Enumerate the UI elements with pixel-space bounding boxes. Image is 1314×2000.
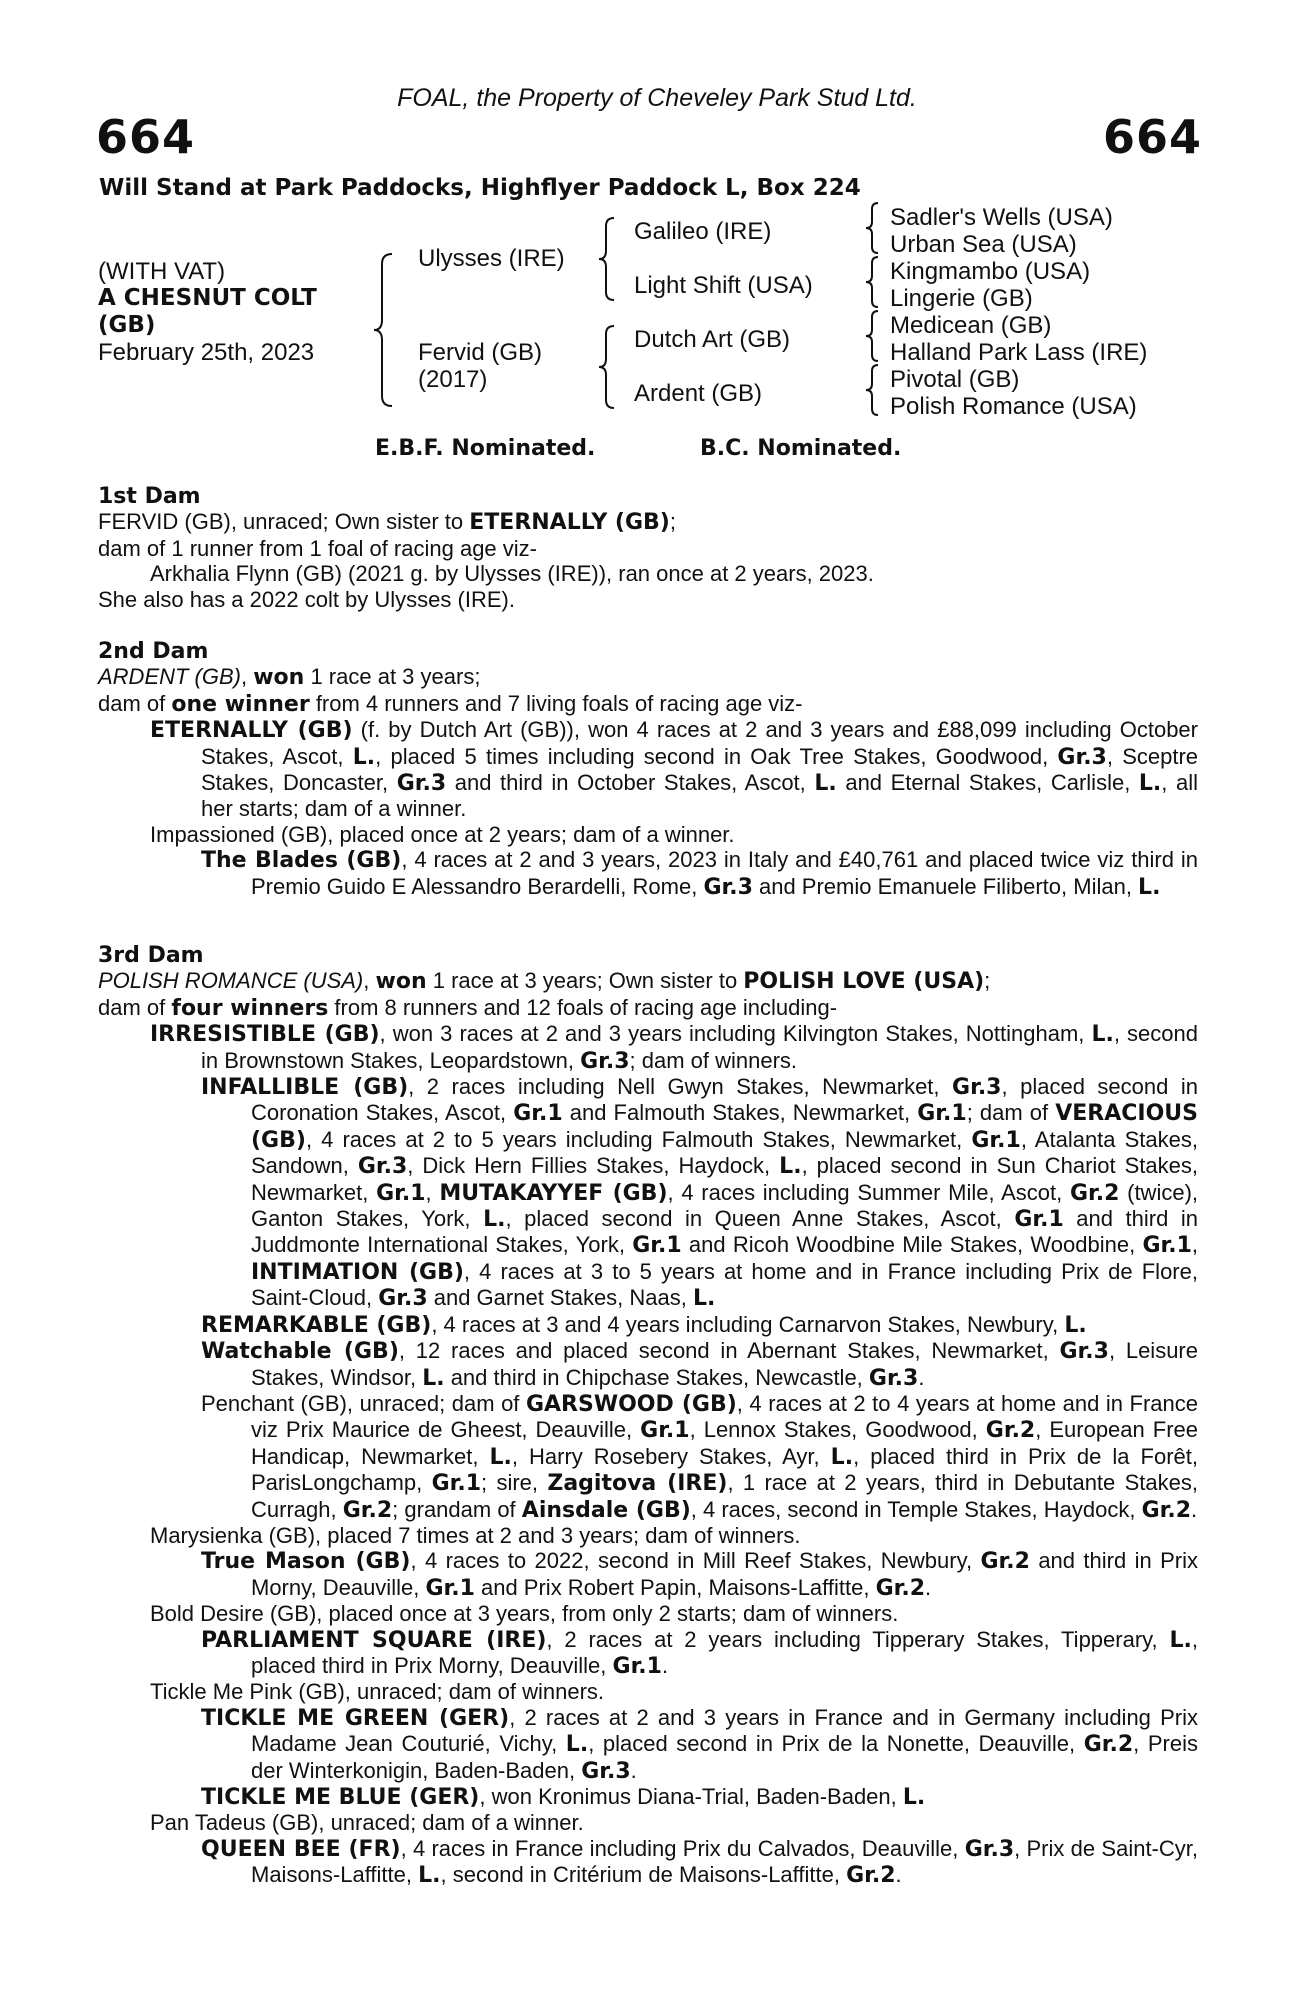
pedigree-ddd: Polish Romance (USA) (890, 393, 1137, 420)
pedigree-brace-dd (862, 362, 884, 418)
produce-irresistible: IRRESISTIBLE (GB), won 3 races at 2 and 3 years including Kilvington Stakes, Nottingham, L., second in Brownstown Stakes, Leopardstown, Gr.3; dam of winners. (150, 1021, 1198, 1074)
pedigree-sdd: Lingerie (GB) (890, 285, 1033, 312)
pedigree-dam-dam: Ardent (GB) (634, 380, 763, 407)
first-dam-section (98, 484, 1198, 612)
horse-name: A CHESNUT COLT (98, 285, 317, 311)
produce-pan-tadeus: Pan Tadeus (GB), unraced; dam of a winner. (150, 1810, 584, 1836)
third-dam-line1: POLISH ROMANCE (USA), won 1 race at 3 years; Own sister to POLISH LOVE (USA); (98, 968, 991, 995)
produce-queen-bee: QUEEN BEE (FR), 4 races in France including Prix du Calvados, Deauville, Gr.3, Prix de Saint-Cyr, Maisons-Laffitte, L., second in Critérium de Maisons-Laffitte, Gr.2. (201, 1835, 1198, 1889)
first-dam-produce: Arkhalia Flynn (GB) (2021 g. by Ulysses (IRE)), ran once at 2 years, 2023. (150, 561, 874, 587)
pedigree-sds: Kingmambo (USA) (890, 258, 1091, 285)
pedigree-brace-ds (862, 308, 884, 364)
produce-tickle-me-blue: TICKLE ME BLUE (GER), won Kronimus Diana-Trial, Baden-Baden, L. (201, 1784, 926, 1810)
pedigree-brace-sire (596, 214, 620, 304)
produce-remarkable: REMARKABLE (GB), 4 races at 3 and 4 years including Carnarvon Stakes, Newbury, L. (201, 1311, 1087, 1338)
produce-eternally: ETERNALLY (GB) (f. by Dutch Art (GB)), won 4 races at 2 and 3 years and £88,099 including October Stakes, Ascot, L., placed 5 times including second in Oak Tree Stakes, Goodwood, Gr.3, Sceptre Stakes, Doncaster, Gr.3 and third in October Stakes, Ascot, L. and Eternal Stakes, Carlisle, L., all her starts; dam of a winner. (150, 717, 1199, 822)
produce-parliament-square: PARLIAMENT SQUARE (IRE), 2 races at 2 years including Tipperary Stakes, Tipperary, L., placed third in Prix Morny, Deauville, Gr.1. (201, 1626, 1199, 1679)
pedigree-sire-dam: Light Shift (USA) (634, 272, 813, 299)
pedigree-brace-ss (862, 200, 884, 256)
produce-the-blades: The Blades (GB), 4 races at 2 and 3 years, 2023 in Italy and £40,761 and placed twice viz third in Premio Guido E Alessandro Berardelli, Rome, Gr.3 and Premio Emanuele Filiberto, Milan, L. (201, 847, 1199, 900)
lot-number-left: 664 (96, 110, 196, 164)
pedigree-dam-year: (2017) (418, 366, 488, 393)
produce-tickle-me-pink: Tickle Me Pink (GB), unraced; dam of winners. (150, 1679, 605, 1705)
first-dam-line2: dam of 1 runner from 1 foal of racing age viz- (98, 535, 537, 561)
pedigree-brace-gen1 (372, 250, 398, 410)
lot-number-right: 664 (1102, 110, 1202, 164)
bc-nomination: B.C. Nominated. (700, 436, 902, 461)
horse-country: (GB) (98, 312, 156, 338)
produce-tickle-me-green: TICKLE ME GREEN (GER), 2 races at 2 and 3 years in France and in Germany including Prix Madame Jean Couturié, Vichy, L., placed second in Prix de la Nonette, Deauville, Gr.2, Preis der Winterkonigin, Baden-Baden, Gr.3. (201, 1704, 1198, 1784)
produce-infallible: INFALLIBLE (GB), 2 races including Nell Gwyn Stakes, Newmarket, Gr.3, placed second in Coronation Stakes, Ascot, Gr.1 and Falmouth Stakes, Newmarket, Gr.1; dam of VERACIOUS (GB), 4 races at 2 to 5 years including Falmouth Stakes, Newmarket, Gr.1, Atalanta Stakes, Sandown, Gr.3, Dick Hern Fillies Stakes, Haydock, L., placed second in Sun Chariot Stakes, Newmarket, Gr.1, MUTAKAYYEF (GB), 4 races including Summer Mile, Ascot, Gr.2 (twice), Ganton Stakes, York, L., placed second in Queen Anne Stakes, Ascot, Gr.1 and third in Juddmonte International Stakes, York, Gr.1 and Ricoh Woodbine Mile Stakes, Woodbine, Gr.1, INTIMATION (GB), 4 races at 3 to 5 years at home and in France including Prix de Flore, Saint-Cloud, Gr.3 and Garnet Stakes, Naas, L. (201, 1074, 1199, 1312)
produce-impassioned: Impassioned (GB), placed once at 2 years; dam of a winner. (150, 821, 735, 847)
pedigree-ssd: Urban Sea (USA) (890, 231, 1077, 258)
ebf-nomination: E.B.F. Nominated. (375, 436, 596, 461)
third-dam-section (98, 943, 1198, 1889)
third-dam-heading: 3rd Dam (98, 943, 204, 968)
pedigree-dss: Medicean (GB) (890, 312, 1052, 339)
second-dam-heading: 2nd Dam (98, 639, 209, 664)
pedigree-dsd: Halland Park Lass (IRE) (890, 339, 1148, 366)
pedigree-sss: Sadler's Wells (USA) (890, 204, 1113, 231)
pedigree-sire: Ulysses (IRE) (418, 245, 565, 272)
first-dam-line1: FERVID (GB), unraced; Own sister to ETERNALLY (GB); (98, 509, 676, 536)
first-dam-heading: 1st Dam (98, 484, 201, 509)
second-dam-line1: ARDENT (GB), won 1 race at 3 years; (98, 664, 481, 691)
pedigree-dam-sire: Dutch Art (GB) (634, 326, 791, 353)
foal-owner-line: FOAL, the Property of Cheveley Park Stud Ltd. (397, 84, 917, 112)
stand-location: Will Stand at Park Paddocks, Highflyer Paddock L, Box 224 (99, 175, 861, 201)
pedigree-dds: Pivotal (GB) (890, 366, 1020, 393)
pedigree-brace-sd (862, 254, 884, 310)
produce-marysienka: Marysienka (GB), placed 7 times at 2 and 3 years; dam of winners. (150, 1522, 801, 1548)
produce-penchant: Penchant (GB), unraced; dam of GARSWOOD (GB), 4 races at 2 to 4 years at home and in France viz Prix Maurice de Gheest, Deauville, Gr.1, Lennox Stakes, Goodwood, Gr.2, European Free Handicap, Newmarket, L., Harry Rosebery Stakes, Ayr, L., placed third in Prix de la Forêt, ParisLongchamp, Gr.1; sire, Zagitova (IRE), 1 race at 2 years, third in Debutante Stakes, Curragh, Gr.2; grandam of Ainsdale (GB), 4 races, second in Temple Stakes, Haydock, Gr.2. (201, 1390, 1199, 1523)
second-dam-section (98, 639, 1198, 900)
produce-bold-desire: Bold Desire (GB), placed once at 3 years, from only 2 starts; dam of winners. (150, 1601, 899, 1627)
pedigree-sire-sire: Galileo (IRE) (634, 218, 772, 245)
vat-note: (WITH VAT) (98, 258, 226, 285)
second-dam-line2: dam of one winner from 4 runners and 7 living foals of racing age viz- (98, 690, 803, 717)
third-dam-line2: dam of four winners from 8 runners and 12 foals of racing age including- (98, 994, 838, 1021)
pedigree-dam: Fervid (GB) (418, 339, 543, 366)
produce-true-mason: True Mason (GB), 4 races to 2022, second in Mill Reef Stakes, Newbury, Gr.2 and third in Prix Morny, Deauville, Gr.1 and Prix Robert Papin, Maisons-Laffitte, Gr.2. (201, 1548, 1198, 1601)
pedigree-brace-dam (596, 322, 620, 412)
foaling-date: February 25th, 2023 (98, 339, 315, 366)
produce-watchable: Watchable (GB), 12 races and placed second in Abernant Stakes, Newmarket, Gr.3, Leisure Stakes, Windsor, L. and third in Chipchase Stakes, Newcastle, Gr.3. (201, 1338, 1198, 1391)
first-dam-note: She also has a 2022 colt by Ulysses (IRE). (98, 586, 515, 612)
